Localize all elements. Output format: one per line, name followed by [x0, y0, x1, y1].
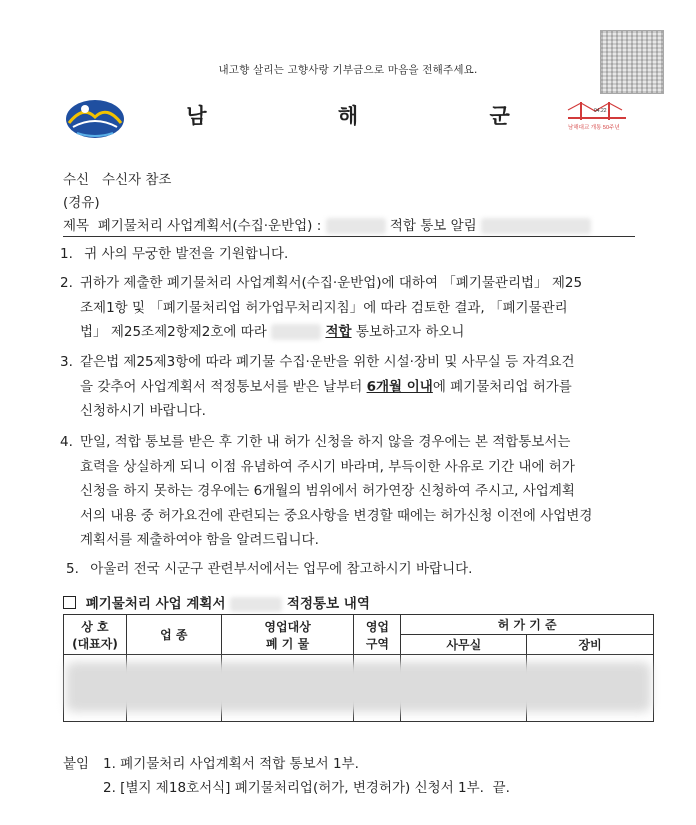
section-title	[63, 592, 370, 612]
paragraph-5	[66, 557, 646, 582]
header-office: 사무실	[401, 635, 527, 655]
attachment-item-2	[103, 776, 510, 796]
attachment-label: 붙임	[63, 756, 90, 772]
paragraph-number: 1.	[60, 246, 73, 262]
via-line: (경유)	[63, 195, 100, 211]
paragraph-line: 같은법 제25제3항에 따라 폐기물 수집·운반을 위한 시설·장비 및 사무실 등 자격요건	[80, 354, 575, 370]
redacted-name	[326, 218, 386, 234]
paragraph-line: 만일, 적합 통보를 받은 후 기한 내 허가 신청을 하지 않을 경우에는 본 적합통보서는	[80, 434, 571, 450]
header-representative-label: (대표자)	[72, 636, 118, 651]
checkbox-square-icon	[63, 596, 76, 609]
recipient-label: 수신	[63, 172, 90, 188]
redacted-name	[230, 597, 282, 612]
subject-line	[63, 214, 591, 234]
paragraph-number: 3.	[60, 354, 73, 370]
subject-suffix: 적합 통보 알림	[389, 218, 477, 234]
slogan: 내고향 살리는 고향사랑 기부금으로 마음을 전해주세요.	[218, 64, 478, 76]
paragraph-number: 5.	[66, 561, 79, 577]
header-area	[354, 615, 401, 655]
paragraph-line	[80, 375, 640, 400]
header-business-type: 업 종	[126, 615, 221, 655]
highlight-text: 적합	[325, 324, 352, 340]
subject-label: 제목	[63, 218, 90, 234]
paragraph-line: 귀하가 제출한 폐기물처리 사업계획서(수집·운반업)에 대하여 「폐기물관리법」 제25	[80, 275, 583, 291]
header-trade-name	[64, 615, 127, 655]
highlight-text: 6개월 이내	[366, 378, 433, 395]
header-equipment: 장비	[527, 635, 654, 655]
paragraph-line: 신청하시기 바랍니다.	[80, 403, 206, 419]
paragraph-number: 4.	[60, 434, 73, 450]
redacted-text	[481, 218, 591, 234]
subject-text: 폐기물처리 사업계획서(수집·운반업) :	[97, 218, 322, 234]
paragraph-line: 신청을 하지 못하는 경우에는 6개월의 범위에서 허가연장 신청하여 주시고, 사업계획	[80, 483, 575, 499]
section-title-part: 적정통보 내역	[286, 596, 370, 612]
anniversary-emblem	[566, 98, 648, 132]
header-criteria: 허 가 기 준	[401, 615, 654, 635]
end-marker: 끝.	[492, 780, 510, 796]
section-title-part: 폐기물처리 사업 계획서	[85, 596, 226, 612]
header-waste-line2: 폐 기 물	[266, 636, 310, 651]
paragraph-line: 서의 내용 중 허가요건에 관련되는 중요사항을 변경할 때에는 허가신청 이전에 사업변경	[80, 507, 593, 524]
paragraph-line-part: 에 폐기물처리업 허가를	[432, 378, 572, 395]
paragraph-line: 계획서를 제출하여야 함을 알려드립니다.	[80, 532, 319, 548]
paragraph-line-part: 통보하고자 하오니	[355, 324, 465, 340]
recipient-line	[63, 168, 171, 188]
organization-name: 남 해 군	[186, 104, 572, 128]
paragraph-3	[60, 350, 640, 424]
paragraph-line-part: 을 갖추어 사업계획서 적정통보서를 받은 날부터	[80, 378, 363, 395]
paragraph-1	[60, 242, 640, 267]
header-waste-line1: 영업대상	[264, 619, 311, 634]
header-area-line1: 영업	[365, 619, 390, 634]
paragraph-line: 조제1항 및 「폐기물처리업 허가업무처리지침」에 따라 검토한 결과, 「폐기물관리	[80, 299, 568, 316]
header-area-line2: 구역	[365, 636, 390, 651]
header-waste	[221, 615, 354, 655]
paragraph-line	[80, 320, 640, 345]
anniversary-text: 남해대교 개통 50주년	[568, 125, 620, 131]
paragraph-line: 효력을 상실하게 되니 이점 유념하여 주시기 바라며, 부득이한 사유로 기간 내에 허가	[80, 458, 575, 475]
paragraph-text: 귀 사의 무궁한 발전을 기원합니다.	[84, 246, 289, 262]
redacted-name	[271, 324, 321, 340]
header-trade-name-label: 상 호	[81, 619, 109, 634]
anniversary-date: 04.22	[594, 108, 607, 114]
paragraph-text: 아울러 전국 시군구 관련부서에서는 업무에 참고하시기 바랍니다.	[90, 561, 473, 577]
paragraph-2	[60, 271, 640, 345]
paragraph-number: 2.	[60, 275, 73, 291]
divider	[63, 236, 635, 237]
paragraph-4	[60, 430, 640, 553]
paragraph-line-part: 법」 제25조제2항제2호에 따라	[80, 324, 267, 340]
qr-code	[600, 30, 664, 94]
redacted-table-row	[66, 662, 651, 712]
attachment-item-2-text: 2. [별지 제18호서식] 폐기물처리업(허가, 변경허가) 신청서 1부.	[103, 780, 484, 796]
recipient-value: 수신자 참조	[101, 172, 172, 188]
attachment-item-1: 1. 폐기물처리 사업계획서 적합 통보서 1부.	[103, 756, 359, 772]
